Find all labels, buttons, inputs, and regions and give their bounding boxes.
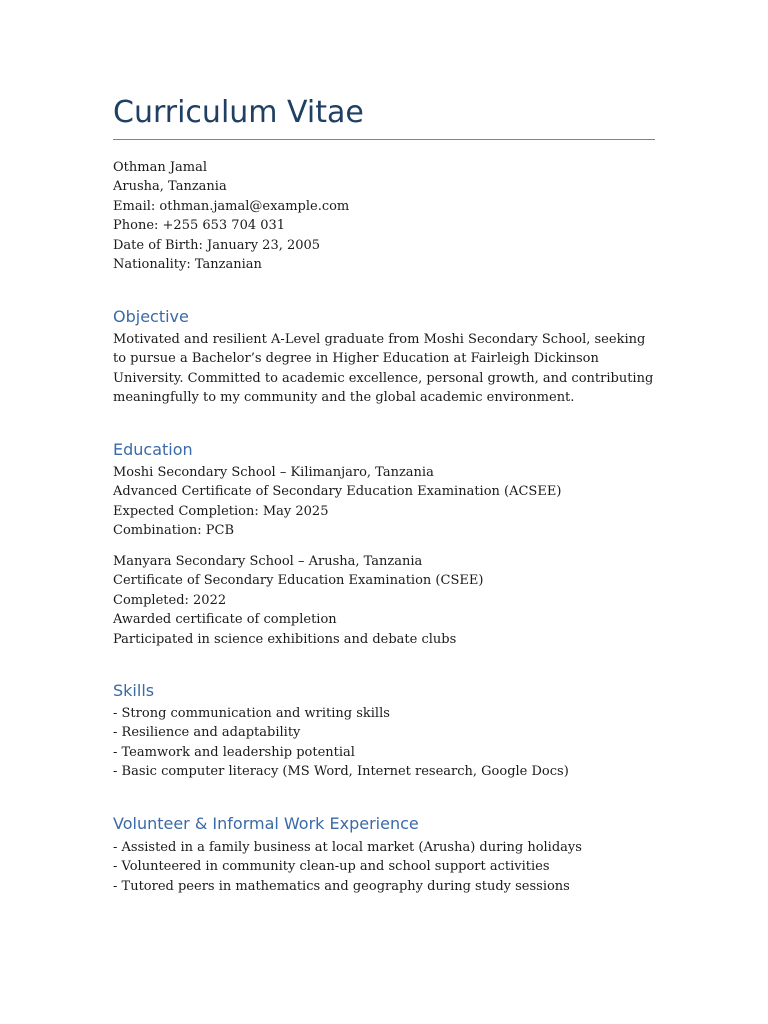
education-line: Certificate of Secondary Education Examination (CSEE): [113, 573, 484, 589]
list-item: - Tutored peers in mathematics and geography during study sessions: [113, 878, 570, 894]
list-item: - Resilience and adaptability: [113, 725, 301, 741]
skills-list: [113, 704, 655, 782]
contact-name: Othman Jamal: [113, 160, 208, 175]
list-item: - Strong communication and writing skills: [113, 706, 390, 721]
list-item: - Volunteered in community clean-up and school support activities: [113, 859, 550, 875]
objective-heading: Objective: [113, 307, 189, 326]
education-line: Advanced Certificate of Secondary Education Examination (ACSEE): [113, 484, 562, 500]
list-item: - Basic computer literacy (MS Word, Internet research, Google Docs): [113, 764, 569, 780]
education-line: Completed: 2022: [113, 592, 227, 608]
contact-phone: Phone: +255 653 704 031: [113, 218, 286, 234]
document-title: Curriculum Vitae: [113, 95, 364, 130]
education-line: Combination: PCB: [113, 523, 235, 539]
education-line: Expected Completion: May 2025: [113, 503, 329, 519]
education-line: Moshi Secondary School – Kilimanjaro, Tanzania: [113, 465, 434, 480]
contact-location: Arusha, Tanzania: [113, 179, 227, 195]
education-heading: Education: [113, 440, 193, 459]
education-school-1: [113, 463, 655, 541]
title-divider: [113, 139, 655, 140]
contact-email: Email: othman.jamal@example.com: [113, 198, 350, 214]
list-item: - Teamwork and leadership potential: [113, 744, 355, 760]
education-line: Awarded certificate of completion: [113, 612, 337, 628]
contact-nationality: Nationality: Tanzanian: [113, 257, 262, 273]
experience-list: [113, 838, 655, 896]
education-line: Participated in science exhibitions and debate clubs: [113, 631, 457, 647]
education-school-2: [113, 552, 655, 649]
education-line: Manyara Secondary School – Arusha, Tanzania: [113, 554, 423, 569]
skills-heading: Skills: [113, 681, 155, 700]
contact-block: [113, 158, 655, 274]
list-item: - Assisted in a family business at local market (Arusha) during holidays: [113, 840, 582, 855]
objective-text: Motivated and resilient A-Level graduate from Moshi Secondary School, seeking to pursue a Bachelor’s degree in Higher Education at Fairleigh Dickinson University. Committed to academic excellence, personal growth, and contributing meaningfully to my community and the global academic environment.: [113, 332, 654, 406]
experience-heading: Volunteer & Informal Work Experience: [113, 814, 419, 833]
contact-dob: Date of Birth: January 23, 2005: [113, 237, 321, 253]
